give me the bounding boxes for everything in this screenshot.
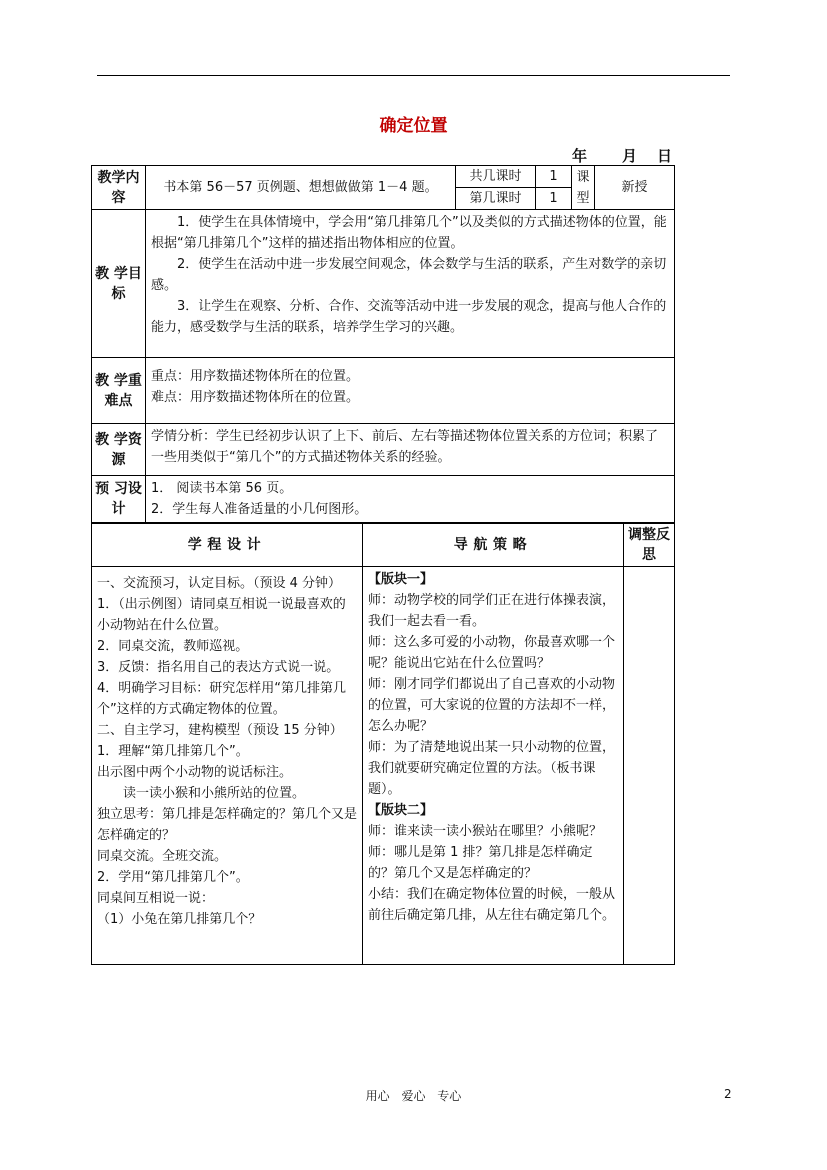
preview-item: 2．学生每人准备适量的小几何图形。 bbox=[151, 502, 368, 517]
goals-row bbox=[92, 210, 675, 358]
process-body-row bbox=[92, 567, 675, 965]
design-line: 出示图中两个小动物的说话标注。 bbox=[97, 765, 293, 780]
strategy-line: 【版块二】 bbox=[368, 803, 434, 818]
key-item: 难点：用序数描述物体所在的位置。 bbox=[151, 390, 360, 405]
process-header-strategy: 导航策略 bbox=[363, 524, 624, 567]
key-text bbox=[146, 358, 675, 424]
total-hours-label: 共几课时 bbox=[456, 166, 536, 188]
nth-hour-value: 1 bbox=[536, 188, 572, 210]
design-line: 1．（出示例图）请同桌互相说一说最喜欢的小动物站在什么位置。 bbox=[97, 597, 346, 633]
date-month: 月 bbox=[622, 147, 638, 165]
process-design-cell bbox=[92, 567, 363, 965]
resources-row bbox=[92, 424, 675, 476]
strategy-line: 小结：我们在确定物体位置的时候，一般从前往后确定第几排，从左往右确定第几个。 bbox=[368, 887, 616, 923]
design-line: 独立思考：第几排是怎样确定的？第几个又是怎样确定的？ bbox=[97, 807, 358, 843]
key-item: 重点：用序数描述物体所在的位置。 bbox=[151, 369, 360, 384]
design-line: 同桌间互相说一说： bbox=[97, 891, 215, 906]
key-row bbox=[92, 358, 675, 424]
strategy-line: 师：刚才同学们都说出了自己喜欢的小动物的位置，可大家说的位置的方法却不一样，怎么办呢？ bbox=[368, 677, 616, 734]
design-line: （1）小兔在第几排第几个？ bbox=[97, 912, 262, 927]
process-table bbox=[91, 523, 675, 965]
resources-paragraph: 学情分析：学生已经初步认识了上下、前后、左右等描述物体位置关系的方位词；积累了一些用类似于“第几个”的方式描述物体关系的经验。 bbox=[151, 429, 659, 465]
content-label: 教学内容 bbox=[92, 166, 146, 210]
strategy-line: 师：哪儿是第 1 排？第几排是怎样确定的？第几个又是怎样确定的？ bbox=[368, 845, 593, 881]
resources-label: 教 学资源 bbox=[92, 424, 146, 476]
design-line: 3．反馈：指名用自己的表达方式说一说。 bbox=[97, 660, 340, 675]
lesson-type-value: 新授 bbox=[595, 166, 675, 210]
date-day: 日 bbox=[657, 147, 673, 165]
design-line: 2．学用“第几排第几个”。 bbox=[97, 870, 249, 885]
goal-item: 3．让学生在观察、分析、合作、交流等活动中进一步发展的观念，提高与他人合作的能力，感受数学与生活的联系，培养学生学习的兴趣。 bbox=[151, 299, 667, 335]
strategy-line: 师：动物学校的同学们正在进行体操表演，我们一起去看一看。 bbox=[368, 593, 616, 629]
process-strategy-cell bbox=[363, 567, 624, 965]
preview-row bbox=[92, 476, 675, 523]
goal-item: 1．使学生在具体情境中，学会用“第几排第几个”以及类似的方式描述物体的位置，能根据“第几排第几个”这样的描述指出物体相应的位置。 bbox=[151, 215, 667, 251]
page-number: 2 bbox=[724, 1087, 732, 1101]
strategy-line: 师：这么多可爱的小动物，你最喜欢哪一个呢？能说出它站在什么位置吗？ bbox=[368, 635, 616, 671]
process-header-reflection: 调整反思 bbox=[624, 524, 675, 567]
design-line: 4．明确学习目标：研究怎样用“第几排第几个”这样的方式确定物体的位置。 bbox=[97, 681, 347, 717]
process-header-design: 学程设计 bbox=[92, 524, 363, 567]
total-hours-value: 1 bbox=[536, 166, 572, 188]
preview-text bbox=[146, 476, 675, 523]
lesson-info-table bbox=[91, 165, 675, 523]
date-year: 年 bbox=[572, 147, 588, 165]
goals-text bbox=[146, 210, 675, 358]
strategy-line: 【版块一】 bbox=[368, 572, 434, 587]
goals-label: 教 学目标 bbox=[92, 210, 146, 358]
preview-label: 预 习设计 bbox=[92, 476, 146, 523]
resources-text bbox=[146, 424, 675, 476]
process-header-row bbox=[92, 524, 675, 567]
design-line: 2．同桌交流，教师巡视。 bbox=[97, 639, 249, 654]
design-line: 1．理解“第几排第几个”。 bbox=[97, 744, 249, 759]
design-line: 二、自主学习，建构模型（预设 15 分钟） bbox=[97, 723, 343, 738]
content-text: 书本第 56－57 页例题、想想做做第 1－4 题。 bbox=[146, 166, 456, 210]
footer-motto: 用心 爱心 专心 bbox=[365, 1089, 462, 1103]
process-reflection-cell bbox=[624, 567, 675, 965]
design-line: 一、交流预习，认定目标。（预设 4 分钟） bbox=[97, 576, 342, 591]
goal-item: 2．使学生在活动中进一步发展空间观念，体会数学与生活的联系，产生对数学的亲切感。 bbox=[151, 257, 667, 293]
key-label: 教 学重难点 bbox=[92, 358, 146, 424]
strategy-line: 师：为了清楚地说出某一只小动物的位置，我们就要研究确定位置的方法。（板书课题）。 bbox=[368, 740, 616, 797]
strategy-line: 师：谁来读一读小猴站在哪里？小熊呢？ bbox=[368, 824, 603, 839]
design-line: 读一读小猴和小熊所站的位置。 bbox=[123, 786, 306, 801]
info-row bbox=[92, 166, 675, 188]
nth-hour-label: 第几课时 bbox=[456, 188, 536, 210]
lesson-type-label: 课型 bbox=[572, 166, 595, 210]
preview-item: 1． 阅读书本第 56 页。 bbox=[151, 481, 293, 496]
design-line: 同桌交流。全班交流。 bbox=[97, 849, 228, 864]
header-rule bbox=[97, 75, 730, 76]
page-title: 确定位置 bbox=[379, 116, 448, 136]
